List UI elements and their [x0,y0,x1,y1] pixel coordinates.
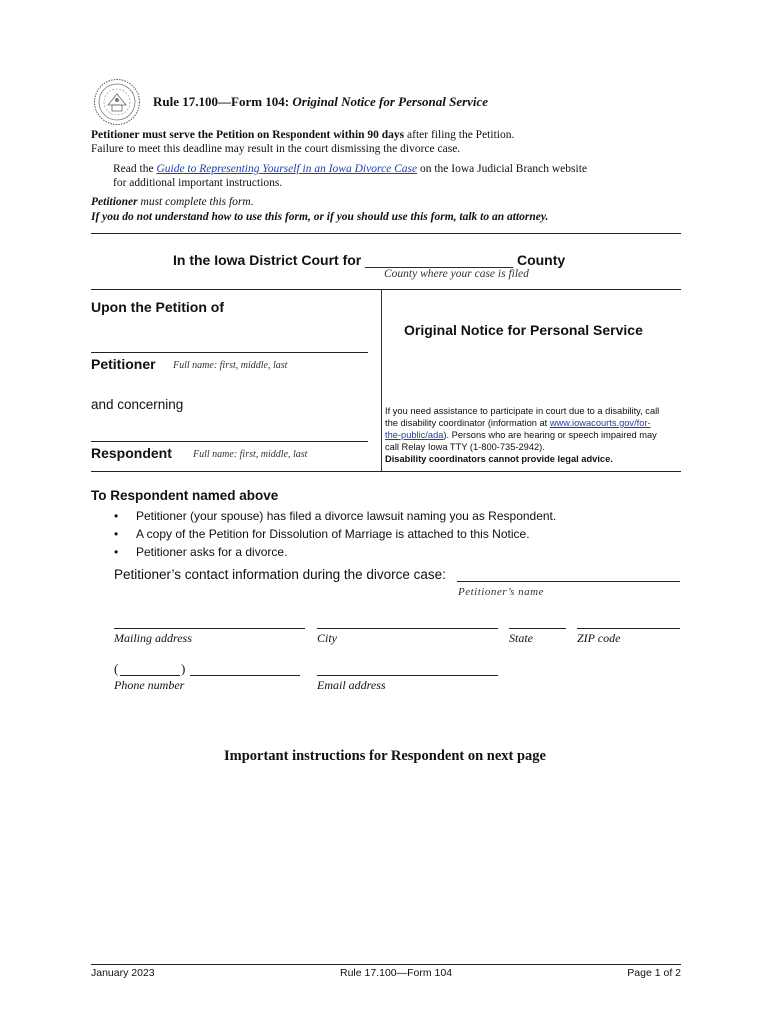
serve-deadline-line [91,129,514,141]
petitioner-name-field[interactable] [457,581,680,582]
caption-vertical-divider [381,290,382,472]
email-label: Email address [317,678,386,692]
phone-paren-open: ( [114,661,119,676]
county-hint: County where your case is filed [384,268,529,280]
zip-field[interactable] [577,628,680,629]
disability-line-4: call Relay Iowa TTY (1-800-735-2942). [385,442,545,452]
footer-form-id: Rule 17.100—Form 104 [340,967,453,979]
next-page-note: Important instructions for Respondent on next page [224,748,546,764]
phone-paren-close: ) [181,661,186,676]
ada-link-part-2[interactable]: the-public/ada [385,430,444,440]
disability-line-2 [385,417,683,429]
petitioner-label: Petitioner [91,356,156,372]
list-item: • Petitioner asks for a divorce. [114,545,556,563]
email-field[interactable] [317,675,498,676]
footer-date: January 2023 [91,967,155,979]
phone-number-field[interactable] [190,675,300,676]
list-item: • Petitioner (your spouse) has filed a divorce lawsuit naming you as Respondent. [114,509,556,527]
petitioner-bold: Petitioner [91,196,138,208]
ada-link-part-1[interactable]: www.iowacourts.gov/for- [549,418,651,428]
footer-divider [91,964,681,965]
rule-label: Rule 17.100—Form 104: [153,94,293,109]
county-suffix: County [516,252,566,268]
iowa-judicial-seal-icon [93,78,141,126]
guide-rest-text: on the Iowa Judicial Branch website [417,163,587,175]
area-code-field[interactable] [120,675,180,676]
court-line [173,252,565,268]
court-prefix: In the Iowa District Court for [173,252,362,268]
and-concerning-text: and concerning [91,397,184,412]
respondent-hint: Full name: first, middle, last [193,449,308,460]
guide-link[interactable]: Guide to Representing Yourself in an Iowa Divorce Case [156,163,418,175]
attorney-warning: If you do not understand how to use this form, or if you should use this form, talk to an attorney. [91,211,549,223]
disability-notice [385,405,683,465]
petitioner-hint: Full name: first, middle, last [173,360,288,371]
disability-bold-line: Disability coordinators cannot provide legal advice. [385,454,613,464]
footer-page-number: Page 1 of 2 [627,967,681,979]
must-complete-line [91,196,254,208]
phone-label: Phone number [114,678,185,692]
mailing-address-label: Mailing address [114,631,192,645]
respondent-section-heading: To Respondent named above [91,488,279,503]
respondent-name-input[interactable] [91,441,368,442]
form-title [153,94,488,110]
serve-deadline-rest: after filing the Petition. [404,129,515,141]
disability-line-1: If you need assistance to participate in court due to a disability, call [385,406,660,416]
city-field[interactable] [317,628,498,629]
must-complete-text: must complete this form. [137,196,254,208]
serve-deadline-bold: Petitioner must serve the Petition on Respondent within 90 days [91,129,405,141]
respondent-label: Respondent [91,445,172,461]
mailing-address-field[interactable] [114,628,305,629]
petitioner-name-input[interactable] [91,352,368,353]
form-title-italic: Original Notice for Personal Service [292,94,489,109]
caption-bottom-divider [91,471,681,472]
list-item: • A copy of the Petition for Dissolution of Marriage is attached to this Notice. [114,527,556,545]
intro-divider [91,233,681,234]
contact-label: Petitioner’s contact information during the divorce case: [114,567,446,582]
zip-label: ZIP code [577,631,621,645]
guide-line [113,163,587,175]
disability-text-3: ). Persons who are hearing or speech impaired may [443,430,657,440]
upon-petition-heading: Upon the Petition of [91,299,224,315]
respondent-bullet-list [114,509,556,563]
failure-line: Failure to meet this deadline may result in the court dismissing the divorce case. [91,143,461,155]
disability-text-2: the disability coordinator (information at [385,418,550,428]
court-divider [91,289,681,290]
state-label: State [509,631,533,645]
county-input[interactable]: ___________________ [365,252,514,268]
city-label: City [317,631,337,645]
state-field[interactable] [509,628,566,629]
petitioner-name-hint: Petitioner’s name [458,586,544,598]
notice-title: Original Notice for Personal Service [404,322,643,338]
guide-line-2: for additional important instructions. [113,177,283,189]
read-the-text: Read the [113,163,157,175]
disability-line-3 [385,429,683,441]
